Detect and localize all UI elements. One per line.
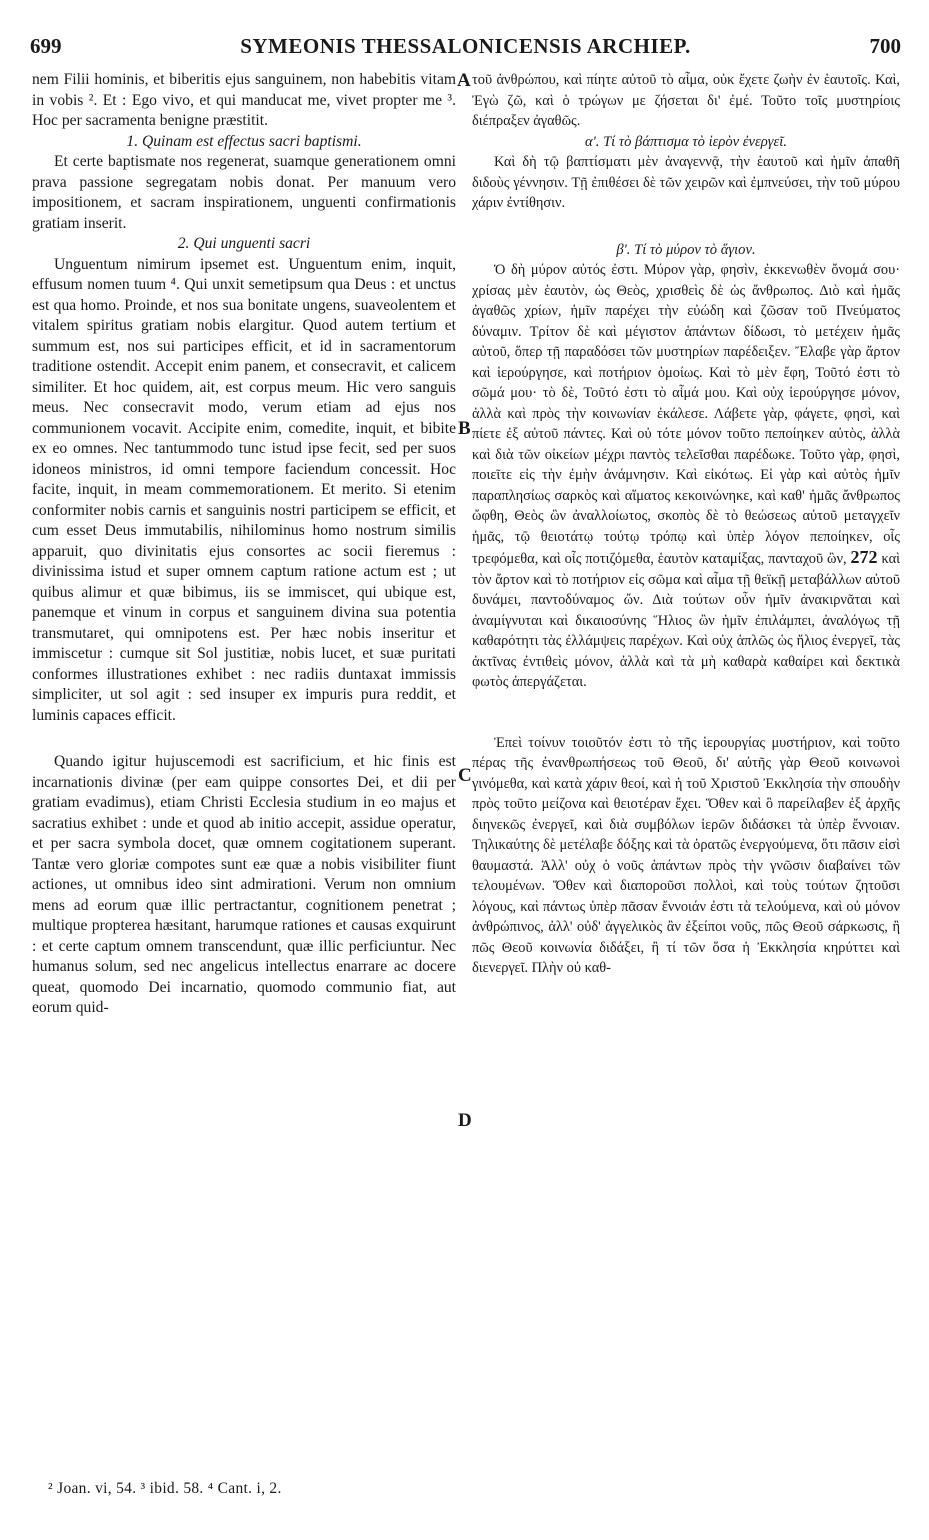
latin-section-heading: 2. Qui unguenti sacri	[177, 235, 311, 252]
margin-letter-b: B	[458, 418, 471, 439]
latin-section-heading: 1. Quinam est effectus sacri baptismi.	[126, 132, 362, 150]
greek-column	[472, 70, 900, 979]
greek-text: καὶ τὸν ἄρτον καὶ τὸ ποτήριον εἰς σῶμα καὶ αἷμα τῇ θεϊκῇ μεταβάλλων αὐτοῦ δυνάμει, παντοδύναμος ὤν. Διὰ τούτων οὖν ἡμῖν ἀνακιρνᾶται καὶ ἀναμίγνυται καὶ δικαιοσύνης Ἥλιος ὢν ἡμῖν ἐπιλάμπει, ἀναλόγως τῇ καθαρότητι τὰς ἐλλάμψεις παρέχων. Καὶ οὐχ ἁπλῶς ὡς ἥλιος ἐνεργεῖ, τὰς ἀκτῖνας ἐντιθεὶς μόνον, ἀλλὰ καὶ τὰ μὴ καθαρὰ καθαίρει καὶ δεκτικὰ φωτὸς ἀπεργάζεται.	[472, 551, 900, 690]
paragraph-gap	[32, 726, 456, 752]
latin-paragraph: Et certe baptismate nos regenerat, suamque generationem omni prava passione segregatam nobis donat. Per manuum vero impositionem, et sacram inspirationem, unguenti confirmationis gratiam inserit.	[32, 153, 456, 232]
paragraph-gap	[472, 214, 900, 240]
margin-letter-d: D	[458, 1110, 472, 1131]
page-marker: 272	[850, 547, 878, 567]
page-number-left: 699	[30, 34, 62, 58]
latin-paragraph: Quando igitur hujuscemodi est sacrificium, et hic finis est incarnationis divinæ (per eam quippe consortes Dei, et dii per gratiam evadimus), etiam Christi Ecclesia studium in eo majus et sacratius exhibet : unde et quod ab initio accepit, assidue operatur, et per sacra symbola docet, quæ omnem cogitationem superant. Tantæ vero gloriæ compotes sunt eæ quæ a nobis visibiliter fiunt actiones, ut omnibus ideo sint admirationi. Verum non omnium mens ad eorum quæ illic pertractantur, cognitionem penetrat ; multique propterea hæsitant, harumque rationes et causas exquirunt : et certe captum omnem transcendunt, quæ illic perficiuntur. Nec humanus solum, sed nec angelicus intellectus enarrare ac docere queat, quomodo Dei incarnatio, quomodo communio fiat, aut eorum quid-	[32, 753, 456, 1016]
latin-paragraph: nem Filii hominis, et biberitis ejus sanguinem, non habebitis vitam in vobis ². Et : Ego vivo, et qui manducat me, vivet propter me ³. Hoc per sacramenta benigne præstitit.	[32, 71, 456, 129]
greek-paragraph: τοῦ ἀνθρώπου, καὶ πίητε αὐτοῦ τὸ αἷμα, οὐκ ἔχετε ζωὴν ἐν ἑαυτοῖς. Καὶ, Ἐγὼ ζῶ, καὶ ὁ τρώγων με ζήσεται δι' ἐμέ. Τοῦτο τοῖς μυστηρίοις διέπραξεν ἀγαθῶς.	[472, 72, 900, 129]
greek-paragraph: Καὶ δὴ τῷ βαπτίσματι μὲν ἀναγεννᾷ, τὴν ἑαυτοῦ καὶ ἡμῖν ἀπαθῆ διδοὺς γέννησιν. Τῇ ἐπιθέσει δὲ τῶν χειρῶν καὶ ἐμπνεύσει, τὴν τοῦ μύρου χάριν ἐντίθησιν.	[472, 154, 900, 211]
running-header	[30, 34, 901, 66]
latin-paragraph: Unguentum nimirum ipsemet est. Unguentum enim, inquit, effusum nomen tuum ⁴. Qui unxit semetipsum qua Deus : et unctus est qua homo. Proinde, et nos sua bonitate ungens, suaveolentem et vitalem spiritus gratiam nobis elargitur. Quod autem tertium et summum est, nos sui participes efficit, et id in sacramentorum traditione ostendit. Accepit enim panem, et consecravit, et calicem similiter. Et hoc quidem, ait, est corpus meum. Hic vero sanguis meus. Nec consecravit modo, verum etiam ad ejus nos communionem vocavit. Accipite enim, comedite, inquit, et bibite ex eo omnes. Nec tantummodo tunc istud ipse fecit, sed per suos idoneos ministros, id omni tempore faciendum concessit. Hoc facite, inquit, in meam commemorationem. Et merito. Si etenim conformiter nobis carnis et sanguinis nostri participem se efficit, et cum esset Deus immutabilis, nihilominus homo nostrum similis apparuit, quo divinitatis ejus consortes ac socii fieremus : divinissima istud et super omnem captum ratione actum est ; ut quibus alimur et quæ bibimus, iis se immiscet, qui ubique est, panemque et vinum in corpus et sanguinem divina sua potentia transmutaret, qui omnipotens est. Per hæc nobis inseritur et immiscetur : cumque sit Sol justitiæ, nobis lucet, et suæ puritati conformes illustrationes exhibet : nec radiis duntaxat immissis simpliciter, ut sol agit : sed insuper ex impuris pura reddit, et luminis capaces efficit.	[32, 255, 456, 724]
margin-letter-c: C	[458, 765, 472, 786]
paragraph-gap	[472, 693, 900, 733]
running-title: SYMEONIS THESSALONICENSIS ARCHIEP.	[240, 34, 691, 58]
page-number-right: 700	[869, 34, 901, 58]
greek-paragraph: Ἐπεὶ τοίνυν τοιοῦτόν ἐστι τὸ τῆς ἱερουργίας μυστήριον, καὶ τοῦτο πέρας τῆς ἐνανθρωπήσεως τοῦ Θεοῦ, δι' αὐτῆς γὰρ Θεοῦ κοινωνοὶ γινόμεθα, καὶ κατὰ χάριν θεοί, καὶ ἡ τοῦ Χριστοῦ Ἐκκλησία τὴν σπουδὴν πρὸς τοῦτο μείζονα καὶ θειοτέραν ἔχει. Ὅθεν καὶ ὃ παρείλαβεν ἐξ ἀρχῆς διηνεκῶς ἐνεργεῖ, καὶ διὰ συμβόλων ἱερῶν διδάσκει τὰ ὑπὲρ ἔννοιαν. Τηλικαύτης δὲ μετέλαβε δόξης καὶ τὰ ὁρατῶς ἐνεργούμενα, ὅτι πᾶσιν εἰσὶ θαυμαστά. Ἀλλ' οὐχ ὁ νοῦς ἁπάντων πρὸς τὴν γνῶσιν διαβαίνει τῶν τελουμένων. Ὅθεν καὶ διαποροῦσι πολλοὶ, καὶ τοὺς τούτων ζητοῦσι λόγους, καὶ πάντως ὑπὲρ πᾶσαν ἔννοιάν ἐστι τὰ τελούμενα, καὶ οὐ μόνον ἀνθρώπινος, ἀλλ' οὐδ' ἀγγελικὸς ἂν ἐξείποι νοῦς, πῶς Θεοῦ σάρκωσις, ἢ πῶς Θεοῦ κοινωνία διδάξει, ἢ τί τῶν ὅσα ἡ Ἐκκλησία κηρύττει καὶ διενεργεῖ. Πλὴν οὐ καθ-	[472, 734, 900, 976]
margin-letter-a: A	[457, 70, 471, 91]
greek-text: Ὁ δὴ μύρον αὐτός ἐστι. Μύρον γὰρ, φησὶν, ἐκκενωθὲν ὄνομά σου· χρίσας μὲν ἑαυτὸν, ὡς Θεὸς, χρισθεὶς δὲ ὡς ἄνθρωπος. Διὸ καὶ ἡμᾶς ἀγαθῶς χρίων, ἡμῖν παρέχει τὴν εὐώδη καὶ ζῶσαν τοῦ Πνεύματος δύναμιν. Τρίτον δὲ καὶ μέγιστον ἁπάντων δίδωσι, τὸ μετέχειν ἡμᾶς αὐτοῦ, ὅπερ τῇ παραδόσει τῶν μυστηρίων παρέδειξεν. Ἔλαβε γὰρ ἄρτον καὶ ἱερούργησε, καὶ ποτήριον ὁμοίως. Καὶ τὸ μὲν ἔφη, Τοῦτό ἐστι τὸ σῶμά μου· τὸ δὲ, Τοῦτό ἐστι τὸ αἷμά μου. Καὶ οὐχ ἱερούργησε μόνον, ἀλλὰ καὶ πρὸς τὴν κοινωνίαν ἐκάλεσε. Λάβετε γὰρ, φάγετε, φησὶ, καὶ πίετε ἐξ αὐτοῦ πάντες. Καὶ οὐ τότε μόνον τοῦτο πεποίηκεν αὐτὸς, ἀλλὰ καὶ διὰ τῶν οἰκείων μέχρι παντὸς τελεῖσθαι παρέδωκε. Τοῦτο γὰρ, φησὶ, ποιεῖτε εἰς τὴν ἐμὴν ἀνάμνησιν. Καὶ εἰκότως. Εἰ γὰρ καὶ αὐτὸς ἡμῖν παραπλησίως σαρκὸς καὶ αἵματος κεκοινώνηκε, καὶ καθ' ἡμᾶς ἄνθρωπος ὤφθη, Θεὸς ὢν ἀναλλοίωτος, σκοπὸς δὲ τὸ θεώσεως αὐτοῦ μεταγχεῖν ἡμᾶς, τῷ θειοτάτῳ τούτῳ τρόπῳ καὶ ὑπὲρ λόγον πεποίηκεν, οἷς τρεφόμεθα, καὶ οἷς ποτιζόμεθα, ἑαυτὸν καταμίξας, πανταχοῦ ὢν,	[472, 262, 900, 567]
footnotes: ² Joan. vi, 54. ³ ibid. 58. ⁴ Cant. i, 2.	[48, 1480, 282, 1497]
latin-column	[32, 70, 456, 1019]
greek-section-heading: β'. Τί τὸ μύρον τὸ ἅγιον.	[616, 241, 756, 258]
greek-paragraph	[472, 260, 900, 693]
greek-section-heading: α'. Τί τὸ βάπτισμα τὸ ἱερὸν ἐνεργεῖ.	[584, 133, 787, 150]
